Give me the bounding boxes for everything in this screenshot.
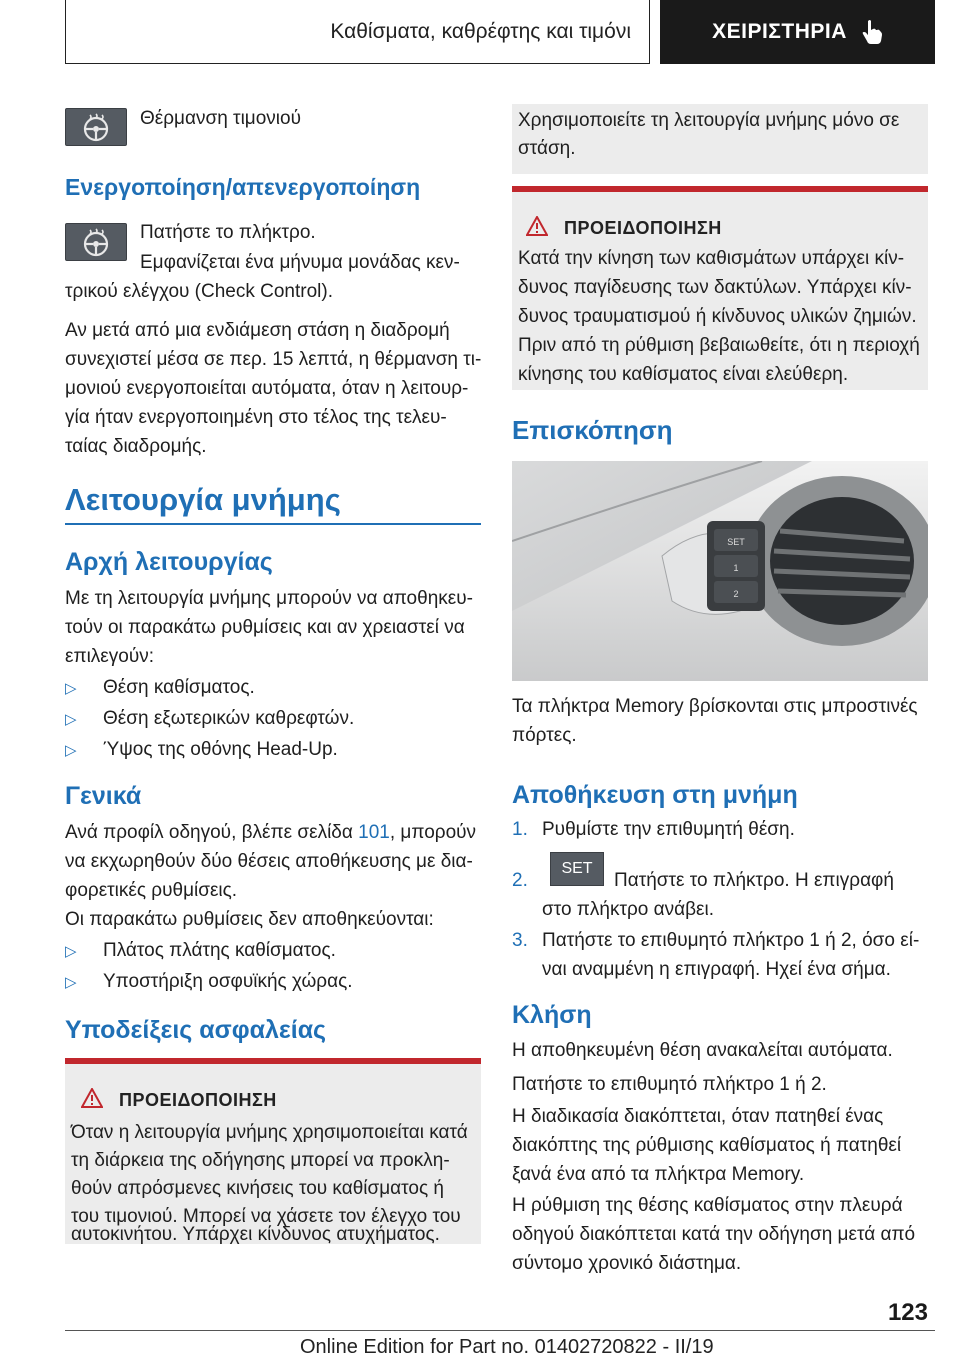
memory-heading: Λειτουργία μνήμης (65, 482, 341, 517)
heading-rule (65, 523, 481, 525)
list-item: ▷ Ύψος της οθόνης Head-Up. (65, 735, 338, 765)
recall-heading: Κλήση (512, 1001, 592, 1029)
safety-heading: Υποδείξεις ασφαλείας (65, 1016, 327, 1044)
recall-line: Η αποθηκευμένη θέση ανακαλείται αυτόματα. (512, 1040, 893, 1061)
bullet-triangle-icon: ▷ (65, 680, 77, 697)
warning-line: κίνησης του καθίσματος είναι ελεύθερη. (518, 364, 849, 385)
warning-line: Όταν η λειτουργία μνήμης χρησιμοποιείται κατά (71, 1122, 468, 1143)
overview-heading: Επισκόπηση (512, 415, 673, 445)
section-badge-label: ΧΕΙΡΙΣΤΗΡΙΑ (712, 20, 847, 43)
message-line-1: Εμφανίζεται ένα μήνυμα μονάδας κεν‐ (140, 252, 460, 273)
principle-para-line: επιλεγούν: (65, 646, 155, 667)
recall-line: διακόπτης της ρύθμισης καθίσματος ή πατηθεί (512, 1135, 902, 1156)
step-text: στο πλήκτρο ανάβει. (542, 899, 715, 920)
heated-steering-wheel-icon (65, 108, 127, 146)
auto-para-line: γία ήταν ενεργοποιημένη στο τέλος της τελευ‐ (65, 407, 447, 428)
warning-line: δυνος παγίδευσης των δακτύλων. Υπάρχει κίν‐ (518, 277, 912, 298)
memory-buttons-photo (512, 461, 928, 681)
auto-para-line: μονιού ενεργοποιείται αυτόματα, όταν η λειτουρ‐ (65, 378, 469, 399)
footer-divider (65, 1330, 935, 1331)
section-badge (660, 0, 935, 64)
warning-line: δυνος τραυματισμού ή κίνδυνος υλικών ζημιών. (518, 306, 917, 327)
principle-heading: Αρχή λειτουργίας (65, 548, 273, 576)
page-link[interactable]: 101 (358, 822, 390, 843)
set-button-icon: SET (550, 852, 604, 886)
recall-line: Η διαδικασία διακόπτεται, όταν πατηθεί ένας (512, 1106, 884, 1127)
chapter-title: Καθίσματα, καθρέφτης και τιμόνι (330, 19, 631, 43)
warning-box (512, 186, 928, 390)
edition-footer: Online Edition for Part no. 01402720822 - II/19 (300, 1336, 714, 1358)
activate-heading: Ενεργοποίηση/απενεργοποίηση (65, 174, 421, 200)
chapter-header (65, 0, 650, 64)
photo-set-label: SET (727, 537, 745, 547)
general-para-line: φορετικές ρυθμίσεις. (65, 880, 238, 901)
auto-para-line: ταίας διαδρομής. (65, 436, 207, 457)
general-para-line: να εκχωρηθούν δύο θέσεις αποθήκευσης με δια‐ (65, 851, 473, 872)
list-item: ▷ Θέση καθίσματος. (65, 673, 255, 703)
warning-triangle-icon (81, 1088, 103, 1108)
steering-heat-label: Θέρμανση τιμονιού (140, 108, 301, 129)
principle-para-line: Με τη λειτουργία μνήμης μπορούν να αποθηκευ‐ (65, 588, 473, 609)
note-line: Χρησιμοποιείτε τη λειτουργία μνήμης μόνο σε (518, 110, 900, 131)
warning-line: Πριν από τη ρύθμιση βεβαιωθείτε, ότι η περιοχή (518, 335, 920, 356)
warning-line: Κατά την κίνηση των καθισμάτων υπάρχει κίν‐ (518, 248, 905, 269)
warning-title: ΠΡΟΕΙΔΟΠΟΙΗΣΗ (564, 218, 722, 238)
principle-para-line: τούν οι παρακάτω ρυθμίσεις και αν χρειαστεί να (65, 617, 465, 638)
warning-line: του τιμονιού. Μπορεί να χάσετε τον έλεγχο του (71, 1206, 461, 1227)
warning-line: αυτοκινήτου. Υπάρχει κίνδυνος ατυχήματος. (71, 1224, 440, 1245)
bullet-triangle-icon: ▷ (65, 742, 77, 759)
list-item: ▷ Πλάτος πλάτης καθίσματος. (65, 936, 336, 966)
step-text: ναι αναμμένη η επιγραφή. Ηχεί ένα σήμα. (542, 959, 891, 980)
warning-title: ΠΡΟΕΙΔΟΠΟΙΗΣΗ (119, 1090, 277, 1110)
page-number: 123 (887, 1299, 928, 1326)
recall-line: Η ρύθμιση της θέσης καθίσματος στην πλευρά (512, 1195, 903, 1216)
general-para-line: Ανά προφίλ οδηγού, βλέπε σελίδα 101, μπορούν (65, 822, 477, 843)
recall-line: σύντομο χρονικό διάστημα. (512, 1253, 742, 1274)
general-heading: Γενικά (65, 782, 142, 810)
auto-para-line: συνεχιστεί μέσα σε περ. 15 λεπτά, η θέρμανση τι‐ (65, 349, 482, 370)
list-item: ▷ Θέση εξωτερικών καθρεφτών. (65, 704, 354, 734)
general-para-line: Οι παρακάτω ρυθμίσεις δεν αποθηκεύονται: (65, 909, 434, 930)
touch-hand-icon (861, 19, 883, 45)
press-button-text: Πατήστε το πλήκτρο. (140, 222, 316, 243)
bullet-triangle-icon: ▷ (65, 974, 77, 991)
note-box (512, 104, 928, 174)
warning-line: τη διάρκεια της οδήγησης μπορεί να προκλη‐ (71, 1150, 450, 1171)
step-number: 2. (512, 870, 528, 891)
warning-box (65, 1058, 481, 1244)
photo-one-label: 1 (733, 563, 739, 573)
store-heading: Αποθήκευση στη μνήμη (512, 781, 798, 809)
photo-two-label: 2 (733, 589, 739, 599)
list-item: ▷ Υποστήριξη οσφυϊκής χώρας. (65, 967, 353, 997)
step-text: Πατήστε το πλήκτρο. Η επιγραφή (614, 870, 894, 891)
photo-caption-line: Τα πλήκτρα Memory βρίσκονται στις μπροστινές (512, 696, 918, 717)
recall-line: οδηγού διακόπτεται κατά την οδήγηση μετά από (512, 1224, 916, 1245)
step-item: 3. Πατήστε το επιθυμητό πλήκτρο 1 ή 2, όσο εί‐ (512, 930, 920, 951)
warning-line: θούν απρόσμενες κινήσεις του καθίσματος ή (71, 1178, 444, 1199)
auto-para-line: Αν μετά από μια ενδιάμεση στάση η διαδρομή (65, 320, 450, 341)
recall-line: ξανά ένα από τα πλήκτρα Memory. (512, 1164, 805, 1185)
message-line-2: τρικού ελέγχου (Check Control). (65, 281, 333, 302)
heated-steering-wheel-button-icon (65, 223, 127, 261)
bullet-triangle-icon: ▷ (65, 943, 77, 960)
warning-triangle-icon (526, 216, 548, 236)
photo-caption-line: πόρτες. (512, 725, 577, 746)
bullet-triangle-icon: ▷ (65, 711, 77, 728)
recall-line: Πατήστε το επιθυμητό πλήκτρο 1 ή 2. (512, 1074, 827, 1095)
step-item: 1. Ρυθμίστε την επιθυμητή θέση. (512, 819, 795, 840)
note-line: στάση. (518, 138, 576, 159)
